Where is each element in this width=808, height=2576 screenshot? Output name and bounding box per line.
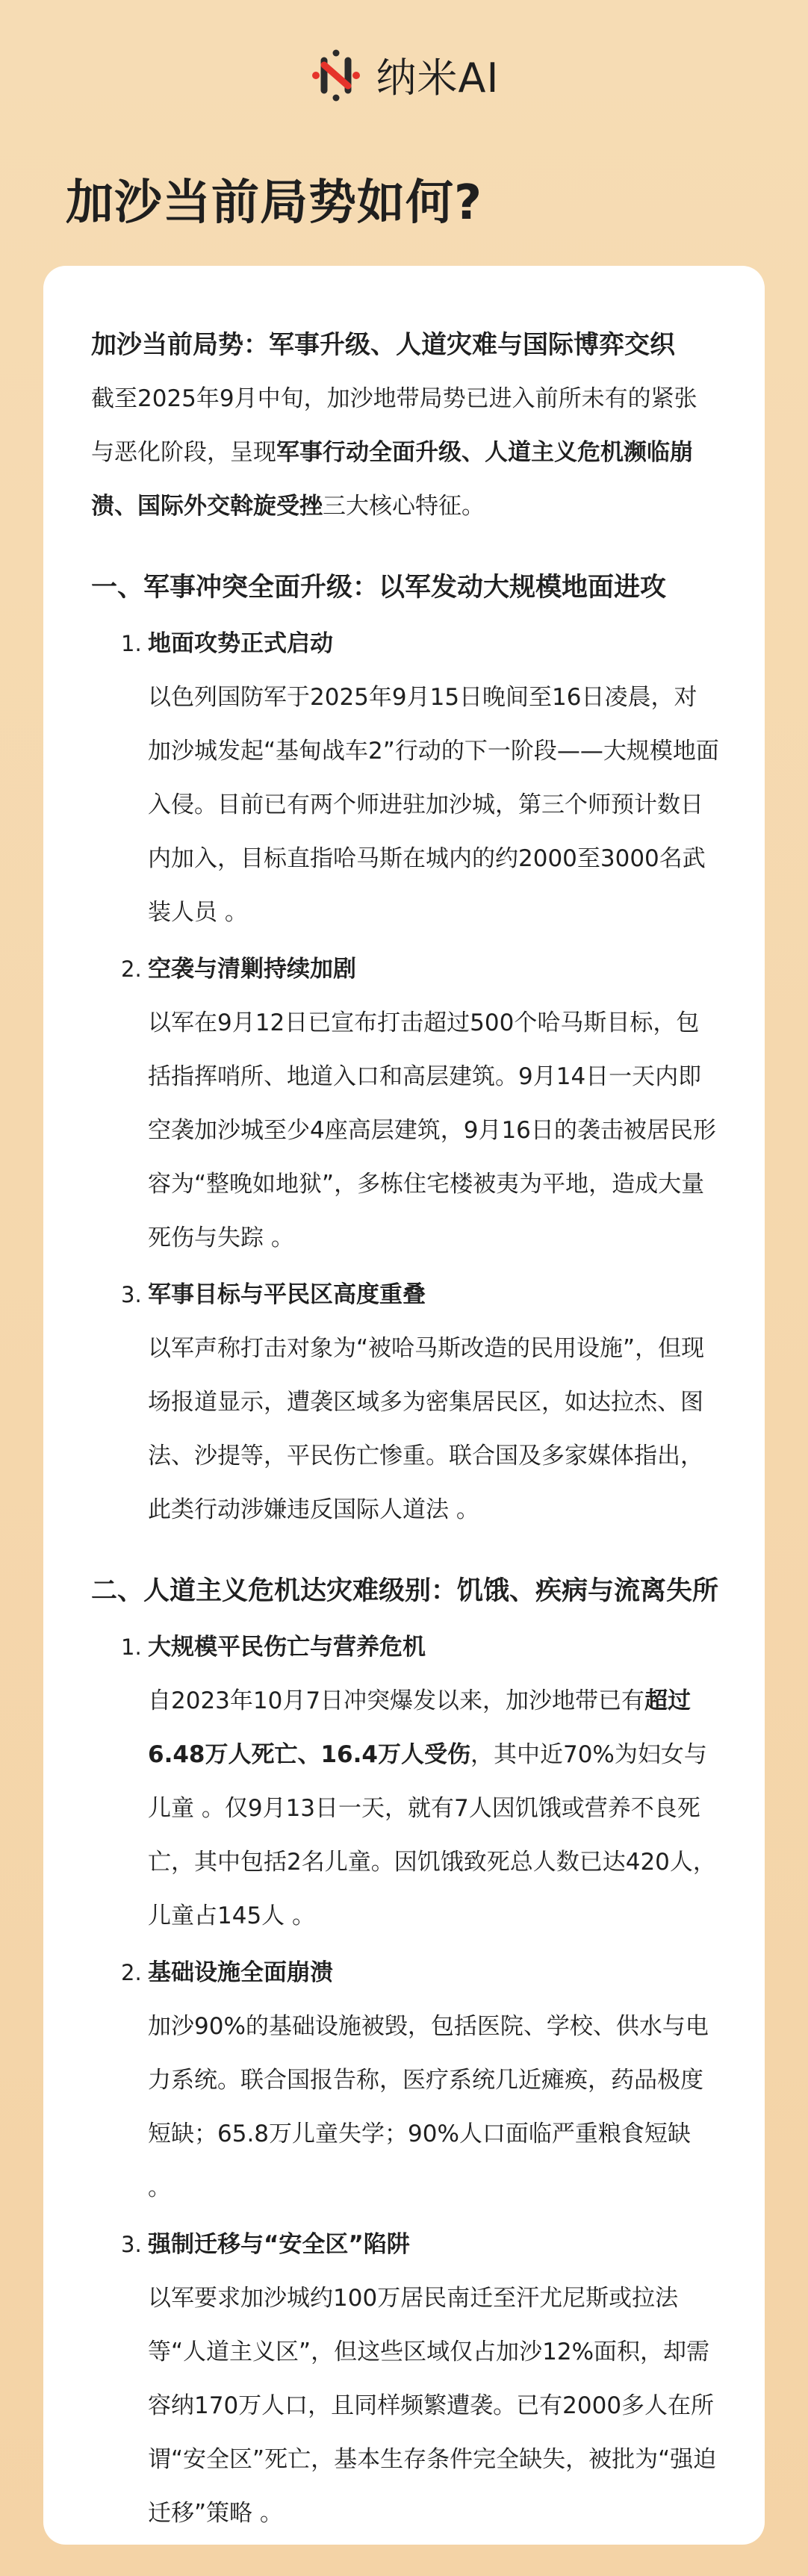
list-item [91,2218,720,2540]
list-item-title: 大规模平民伤亡与营养危机 [148,1634,426,1661]
list-item-body: 以军要求加沙城约100万居民南迁至汗尤尼斯或拉法等“人道主义区”，但这些区域仅占加沙12%面积，却需容纳170万人口，且同样频繁遭袭。已有2000多人在所谓“安全区”死亡，基本生存条件完全缺失，被批为“强迫迁移”策略 。 [148,2285,717,2527]
intro-text-2: 三大核心特征。 [323,493,485,520]
list-item-body-text-2: ，其中近70%为妇女与儿童 。仅9月13日一天，就有7人因饥饿或营养不良死亡，其中包括2名儿童。因饥饿致死总人数已达420人，儿童占145人 。 [148,1741,716,1929]
list-item [91,1620,720,1943]
list-item-body-text-1: 自2023年10月7日冲突爆发以来，加沙地带已有 [148,1687,645,1714]
intro-text-bold: 军事行动全面升级、人道主义危机濒临崩溃、国际外交斡旋受挫 [91,439,693,520]
list-item [91,1946,720,2215]
list-item-title: 地面攻势正式启动 [148,630,333,657]
list-item-body: 以色列国防军于2025年9月15日晚间至16日凌晨，对加沙城发起“基甸战车2”行动的下一阶段——大规模地面入侵。目前已有两个师进驻加沙城，第三个师预计数日内加入，目标直指哈马斯在城内的约2000至3000名武装人员 。 [148,684,719,926]
intro-text-1: 截至2025年9月中旬，加沙地带局势已进入前所未有的紧张与恶化阶段，呈现 [91,385,697,466]
nami-ai-logo-icon [309,49,363,102]
list-item-title: 空袭与清剿持续加剧 [148,956,356,983]
list-item-title: 军事目标与平民区高度重叠 [148,1281,426,1308]
list-item-number: 2. [121,1960,142,1985]
brand-name: 纳米AI [376,55,500,102]
page-title: 加沙当前局势如何? [66,175,483,231]
list-item [91,617,720,939]
section-heading-humanitarian: 二、人道主义危机达灾难级别：饥饿、疾病与流离失所 [91,1576,719,1606]
list-item-body: 加沙90%的基础设施被毁，包括医院、学校、供水与电力系统。联合国报告称，医疗系统几近瘫痪，药品极度短缺；65.8万儿童失学；90%人口面临严重粮食短缺 。 [148,2013,709,2201]
intro-paragraph [91,372,720,533]
list-item-number: 3. [121,1282,142,1307]
list-item-number: 3. [121,2232,142,2257]
answer-card [43,266,765,2545]
list-item-number: 2. [121,956,142,982]
list-item [91,942,720,1265]
list-item [91,1268,720,1537]
list-item-number: 1. [121,1634,142,1660]
list-item-body: 以军声称打击对象为“被哈马斯改造的民用设施”，但现场报道显示，遭袭区域多为密集居民区，如达拉杰、图法、沙提等，平民伤亡惨重。联合国及多家媒体指出，此类行动涉嫌违反国际人道法 。 [148,1335,705,1523]
list-item-body-bold: 超过6.48万人死亡、16.4万人受伤 [148,1687,692,1768]
list-item-number: 1. [121,631,142,656]
list-item-title: 强制迁移与“安全区”陷阱 [148,2231,410,2258]
section-heading-military: 一、军事冲突全面升级：以军发动大规模地面进攻 [91,573,667,603]
list-item-body [148,1674,720,1943]
intro-heading: 加沙当前局势：军事升级、人道灾难与国际博弈交织 [91,330,675,360]
list-item-body: 以军在9月12日已宣布打击超过500个哈马斯目标，包括指挥哨所、地道入口和高层建筑。9月14日一天内即空袭加沙城至少4座高层建筑，9月16日的袭击被居民形容为“整晚如地狱”，多栋住宅楼被夷为平地，造成大量死伤与失踪 。 [148,1009,716,1251]
brand-logo [0,46,808,104]
list-item-title: 基础设施全面崩溃 [148,1959,333,1986]
